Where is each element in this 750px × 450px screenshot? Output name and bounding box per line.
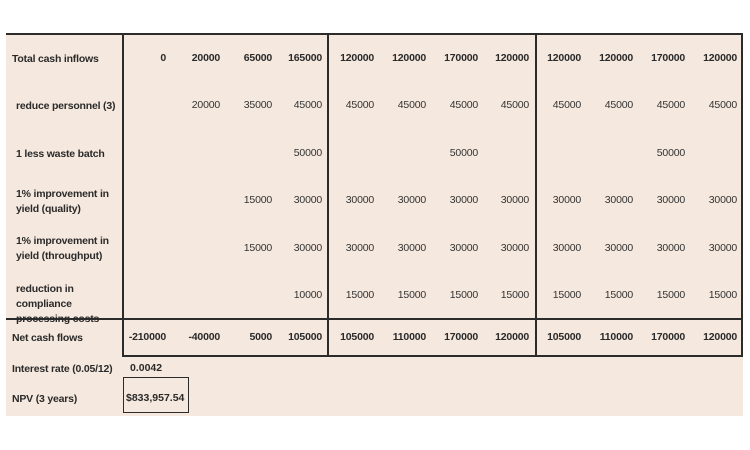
table-cell: 30000 (656, 194, 685, 206)
net-cash-flow-cell: 170000 (651, 331, 685, 343)
npv-value: $833,957.54 (126, 392, 185, 404)
table-cell: 30000 (293, 242, 322, 254)
table-cell: 30000 (604, 242, 633, 254)
table-cell: 120000 (599, 52, 633, 64)
row-label-less-waste-batch: 1 less waste batch (16, 148, 105, 160)
table-right-border (741, 33, 743, 357)
table-cell: 45000 (708, 99, 737, 111)
net-cash-flow-cell: -40000 (188, 331, 220, 343)
year2-left-border (327, 33, 329, 357)
net-cash-flow-cell: 5000 (249, 331, 272, 343)
table-cell: 50000 (449, 147, 478, 159)
net-cash-flow-cell: 105000 (288, 331, 322, 343)
row-label-compliance-costs: reduction in compliance (16, 283, 74, 310)
row-label-total-cash-inflows: Total cash inflows (12, 53, 99, 65)
net-cash-flow-cell: 120000 (703, 331, 737, 343)
table-cell: 120000 (703, 52, 737, 64)
table-cell: 35000 (243, 99, 272, 111)
table-cell: 120000 (495, 52, 529, 64)
table-cell: 30000 (345, 242, 374, 254)
row-label-npv: NPV (3 years) (12, 393, 78, 405)
net-cash-flow-cell: 105000 (547, 331, 581, 343)
table-cell: 45000 (345, 99, 374, 111)
table-cell: 20000 (191, 99, 220, 111)
table-cell: 0 (160, 52, 166, 64)
row-label-interest-rate: Interest rate (0.05/12) (12, 363, 113, 375)
table-top-border (6, 33, 743, 35)
table-cell: 30000 (656, 242, 685, 254)
table-cell: 30000 (500, 194, 529, 206)
table-cell: 30000 (708, 194, 737, 206)
row-label-yield-quality: 1% improvement in yield (quality) (16, 188, 109, 215)
table-cell: 30000 (449, 242, 478, 254)
table-cell: 15000 (449, 289, 478, 301)
table-cell: 15000 (243, 194, 272, 206)
table-cell: 30000 (500, 242, 529, 254)
net-cash-flow-cell: 105000 (340, 331, 374, 343)
table-cell: 65000 (243, 52, 272, 64)
table-cell: 15000 (604, 289, 633, 301)
table-cell: 20000 (191, 52, 220, 64)
net-row-bottom-border (122, 355, 743, 357)
row-label-yield-throughput: 1% improvement in yield (throughput) (16, 235, 109, 262)
table-cell: 30000 (604, 194, 633, 206)
table-cell: 165000 (288, 52, 322, 64)
table-cell: 45000 (397, 99, 426, 111)
net-cash-flow-cell: 120000 (495, 331, 529, 343)
row-label-net-cash-flows: Net cash flows (12, 332, 83, 344)
table-cell: 170000 (444, 52, 478, 64)
cash-flow-table (6, 33, 743, 416)
table-cell: 30000 (552, 194, 581, 206)
year1-left-border (122, 33, 124, 357)
table-cell: 15000 (397, 289, 426, 301)
table-cell: 45000 (500, 99, 529, 111)
table-cell: 30000 (449, 194, 478, 206)
table-cell: 50000 (656, 147, 685, 159)
table-cell: 15000 (243, 242, 272, 254)
table-cell: 10000 (293, 289, 322, 301)
net-cash-flow-cell: 110000 (392, 331, 426, 343)
table-cell: 15000 (345, 289, 374, 301)
row-label-reduce-personnel: reduce personnel (3) (16, 100, 116, 112)
table-cell: 15000 (552, 289, 581, 301)
table-cell: 45000 (604, 99, 633, 111)
table-cell: 30000 (293, 194, 322, 206)
table-cell: 45000 (656, 99, 685, 111)
table-cell: 30000 (345, 194, 374, 206)
table-cell: 30000 (708, 242, 737, 254)
table-cell: 30000 (552, 242, 581, 254)
table-cell: 15000 (708, 289, 737, 301)
table-cell: 120000 (340, 52, 374, 64)
net-cash-flow-cell: -210000 (128, 331, 166, 343)
table-cell: 50000 (293, 147, 322, 159)
table-cell: 45000 (293, 99, 322, 111)
table-cell: 15000 (656, 289, 685, 301)
table-cell: 120000 (392, 52, 426, 64)
net-cash-flow-cell: 110000 (599, 331, 633, 343)
table-cell: 120000 (547, 52, 581, 64)
table-cell: 30000 (397, 242, 426, 254)
table-cell: 15000 (500, 289, 529, 301)
table-cell: 170000 (651, 52, 685, 64)
table-cell: 30000 (397, 194, 426, 206)
table-cell: 45000 (552, 99, 581, 111)
interest-rate-value: 0.0042 (130, 362, 163, 374)
year3-left-border (535, 33, 537, 357)
net-cash-flow-cell: 170000 (444, 331, 478, 343)
table-cell: 45000 (449, 99, 478, 111)
net-row-top-border (6, 318, 743, 320)
